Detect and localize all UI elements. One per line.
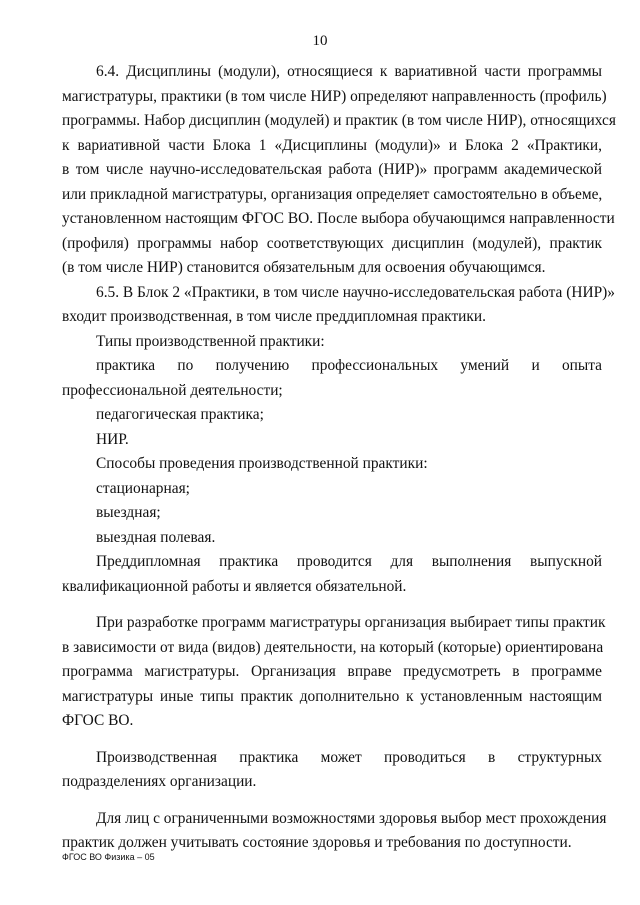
paragraph-line: квалификационной работы и является обязательной.	[62, 577, 407, 595]
paragraph-line: в зависимости от вида (видов) деятельности, на который (которые) ориентирована	[62, 638, 604, 656]
paragraph-line: практик должен учитывать состояние здоровья и требования по доступности.	[62, 834, 572, 851]
paragraph-line: к вариативной части Блока 1 «Дисциплины (модули)» и Блока 2 «Практики,	[62, 136, 602, 154]
paragraph-line: магистратуры иные типы практик дополнительно к установленным настоящим	[62, 687, 602, 705]
paragraph-line: Способы проведения производственной практики:	[96, 455, 428, 472]
paragraph-line: Для лиц с ограниченными возможностями здоровья выбор мест прохождения	[96, 809, 607, 827]
paragraph-line: (в том числе НИР) становится обязательным для освоения обучающимся.	[62, 259, 546, 276]
paragraph-line: 6.4. Дисциплины (модули), относящиеся к вариативной части программы	[96, 63, 602, 80]
paragraph-line: магистратуры, практики (в том числе НИР) определяют направленность (профиль)	[62, 87, 607, 105]
paragraph-line: практика по получению профессиональных умений и опыта	[96, 357, 602, 374]
paragraph-line: Типы производственной практики:	[96, 332, 325, 350]
paragraph-line: При разработке программ магистратуры организация выбирает типы практик	[96, 614, 606, 631]
paragraph-line: установленном настоящим ФГОС ВО. После выбора обучающимся направленности	[62, 210, 615, 227]
paragraph-line: программы. Набор дисциплин (модулей) и практик (в том числе НИР), относящихся	[62, 112, 616, 129]
paragraph-line: НИР.	[96, 430, 129, 448]
paragraph-line: профессиональной деятельности;	[62, 381, 283, 399]
paragraph-line: педагогическая практика;	[96, 406, 264, 423]
paragraph-line: входит производственная, в том числе преддипломная практики.	[62, 308, 486, 325]
paragraph-line: (профиля) программы набор соответствующих дисциплин (модулей), практик	[62, 234, 602, 252]
paragraph-line: Производственная практика может проводиться в структурных	[96, 748, 602, 766]
paragraph-line: ФГОС ВО.	[62, 712, 134, 729]
paragraph-line: программа магистратуры. Организация вправе предусмотреть в программе	[62, 663, 602, 680]
paragraph-line: или прикладной магистратуры, организация определяет самостоятельно в объеме,	[62, 185, 603, 203]
document-body	[62, 60, 616, 856]
paragraph-line: в том числе научно-исследовательская работа (НИР)» программ академической	[62, 161, 602, 178]
paragraph-line: выездная полевая.	[96, 528, 216, 546]
paragraph-line: стационарная;	[96, 479, 190, 497]
page-number: 10	[312, 33, 328, 49]
paragraph-line: выездная;	[96, 504, 161, 521]
footer-document-code: ФГОС ВО Физика – 05	[62, 852, 155, 862]
paragraph-line: 6.5. В Блок 2 «Практики, в том числе научно-исследовательская работа (НИР)»	[96, 283, 615, 301]
paragraph-line: Преддипломная практика проводится для выполнения выпускной	[96, 553, 602, 570]
paragraph-line: подразделениях организации.	[62, 773, 257, 790]
